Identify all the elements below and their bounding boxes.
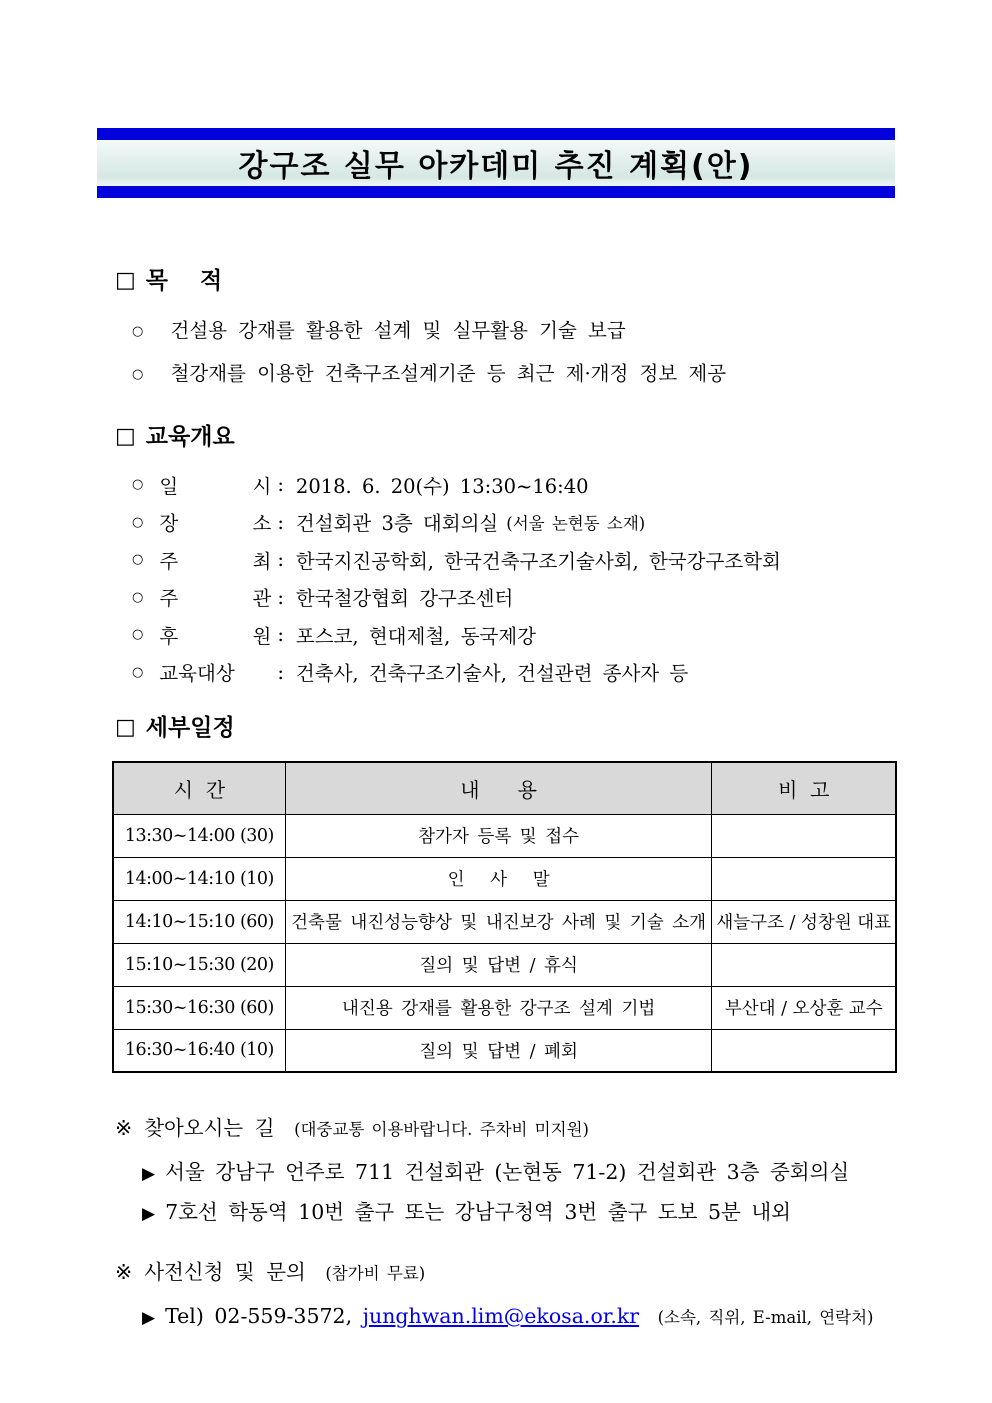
content-cell: 내진용 강재를 활용한 강구조 설계 기법 <box>285 986 712 1029</box>
content-cell: 질의 및 답변 / 휴식 <box>285 943 712 986</box>
colon-separator: : <box>277 548 284 572</box>
time-cell: 13:30~14:00 (30) <box>113 814 285 857</box>
table-row <box>113 986 896 1029</box>
section-purpose <box>0 266 992 390</box>
overview-list <box>132 466 992 691</box>
content-cell: 참가자 등록 및 접수 <box>285 814 712 857</box>
label-part: 최 <box>252 549 272 573</box>
arrow-bullet-icon: ▶ <box>142 1308 156 1328</box>
directions-heading-label: 찾아오시는 길 <box>144 1116 275 1140</box>
overview-item-value: 건축사, 건축구조기술사, 건설관련 종사자 등 <box>295 662 689 686</box>
circle-bullet-icon: ○ <box>132 627 144 643</box>
label-part: 소 <box>252 512 272 536</box>
directions-item-text: 7호선 학동역 10번 출구 또는 강남구청역 3번 출구 도보 5분 내외 <box>165 1200 791 1224</box>
column-header-content: 내 용 <box>285 762 712 814</box>
note-cell <box>712 814 896 857</box>
overview-item-note: (서울 논현동 소재) <box>506 514 646 534</box>
checkbox-icon: □ <box>115 715 136 740</box>
banner-bottom-bar <box>97 186 895 198</box>
schedule-heading-label: 세부일정 <box>145 715 235 741</box>
label-part: 장 <box>159 512 179 536</box>
table-row <box>113 1029 896 1072</box>
note-cell <box>712 1029 896 1072</box>
banner-top-bar <box>97 128 895 140</box>
arrow-bullet-icon: ▶ <box>142 1204 156 1224</box>
overview-item-label <box>159 621 271 649</box>
section-overview <box>0 422 992 691</box>
directions-heading-note: (대중교통 이용바랍니다. 주차비 미지원) <box>294 1120 589 1139</box>
table-row <box>113 900 896 943</box>
purpose-item-text: 철강재를 이용한 건축구조설계기준 등 최근 제·개정 정보 제공 <box>170 362 727 385</box>
reference-mark-icon: ※ <box>115 1116 133 1140</box>
circle-bullet-icon: ○ <box>132 589 144 605</box>
circle-bullet-icon: ○ <box>132 367 144 382</box>
purpose-item-text: 건설용 강재를 활용한 설계 및 실무활용 기술 보급 <box>170 319 626 342</box>
content-cell: 인 사 말 <box>285 857 712 900</box>
circle-bullet-icon: ○ <box>132 552 144 568</box>
overview-item-label <box>159 471 271 499</box>
purpose-list <box>132 316 992 390</box>
section-schedule <box>0 713 992 1073</box>
list-item <box>132 579 992 617</box>
overview-heading <box>115 422 992 452</box>
list-item <box>132 466 992 504</box>
list-item <box>142 1197 992 1229</box>
arrow-bullet-icon: ▶ <box>142 1164 156 1184</box>
note-cell: 새늘구조 / 성창원 대표 <box>712 900 896 943</box>
contact-heading-label: 사전신청 및 문의 <box>144 1260 306 1284</box>
time-cell: 14:10~15:10 (60) <box>113 900 285 943</box>
list-item <box>132 541 992 579</box>
content-cell: 건축물 내진성능향상 및 내진보강 사례 및 기술 소개 <box>285 900 712 943</box>
table-row <box>113 943 896 986</box>
overview-item-value: 포스코, 현대제철, 동국제강 <box>295 624 536 648</box>
colon-separator: : <box>277 585 284 609</box>
list-item <box>132 616 992 654</box>
content-cell: 질의 및 답변 / 폐회 <box>285 1029 712 1072</box>
label-part: 원 <box>252 624 272 648</box>
label-part: 일 <box>159 474 179 498</box>
colon-separator: : <box>277 473 284 497</box>
overview-item-value: 한국지진공학회, 한국건축구조기술사회, 한국강구조학회 <box>295 549 781 573</box>
schedule-table <box>112 761 897 1073</box>
label-part: 교육대상 <box>159 662 235 686</box>
colon-separator: : <box>277 623 284 647</box>
circle-bullet-icon: ○ <box>132 664 144 680</box>
overview-item-label <box>159 658 271 686</box>
directions-item-text: 서울 강남구 언주로 711 건설회관 (논현동 71-2) 건설회관 3층 중회의실 <box>165 1160 850 1184</box>
time-cell: 14:00~14:10 (10) <box>113 857 285 900</box>
contact-line <box>142 1301 992 1333</box>
overview-item-value: 한국철강협회 강구조센터 <box>295 587 514 611</box>
list-item <box>142 1157 992 1189</box>
label-part: 관 <box>252 587 272 611</box>
circle-bullet-icon: ○ <box>132 477 144 493</box>
overview-item-label <box>159 583 271 611</box>
note-cell: 부산대 / 오상훈 교수 <box>712 986 896 1029</box>
contact-heading <box>115 1257 992 1289</box>
overview-item-label <box>159 546 271 574</box>
page-title: 강구조 실무 아카데미 추진 계획(안) <box>97 140 895 186</box>
list-item <box>132 654 992 692</box>
section-directions <box>0 1113 992 1229</box>
contact-heading-note: (참가비 무료) <box>325 1264 426 1283</box>
label-part: 주 <box>159 587 179 611</box>
note-cell <box>712 943 896 986</box>
label-part: 주 <box>159 549 179 573</box>
directions-heading <box>115 1113 992 1145</box>
section-contact <box>0 1257 992 1333</box>
table-header-row <box>113 762 896 814</box>
column-header-time: 시 간 <box>113 762 285 814</box>
overview-heading-label: 교육개요 <box>145 424 235 450</box>
label-part: 시 <box>252 474 272 498</box>
table-row <box>113 814 896 857</box>
overview-item-label <box>159 508 271 536</box>
email-note: (소속, 직위, E-mail, 연락처) <box>657 1308 874 1327</box>
overview-item-value: 2018. 6. 20(수) 13:30~16:40 <box>295 474 589 498</box>
note-cell <box>712 857 896 900</box>
time-cell: 16:30~16:40 (10) <box>113 1029 285 1072</box>
list-item <box>132 504 992 542</box>
colon-separator: : <box>277 660 284 684</box>
table-row <box>113 857 896 900</box>
list-item <box>132 359 992 390</box>
title-banner <box>97 128 895 198</box>
time-cell: 15:30~16:30 (60) <box>113 986 285 1029</box>
tel-label: Tel) 02-559-3572, <box>165 1304 353 1328</box>
schedule-heading <box>115 713 992 743</box>
contact-items <box>142 1301 992 1333</box>
list-item <box>132 316 992 347</box>
purpose-heading <box>115 266 992 296</box>
circle-bullet-icon: ○ <box>132 324 144 339</box>
purpose-heading-label: 목 적 <box>145 268 223 294</box>
label-part: 후 <box>159 624 179 648</box>
overview-item-value: 건설회관 3층 대회의실 <box>295 512 499 536</box>
colon-separator: : <box>277 510 284 534</box>
checkbox-icon: □ <box>115 424 136 449</box>
directions-items <box>142 1157 992 1229</box>
checkbox-icon: □ <box>115 268 136 293</box>
reference-mark-icon: ※ <box>115 1260 133 1284</box>
column-header-note: 비 고 <box>712 762 896 814</box>
email-link[interactable]: junghwan.lim@ekosa.or.kr <box>362 1304 640 1328</box>
time-cell: 15:10~15:30 (20) <box>113 943 285 986</box>
circle-bullet-icon: ○ <box>132 514 144 530</box>
